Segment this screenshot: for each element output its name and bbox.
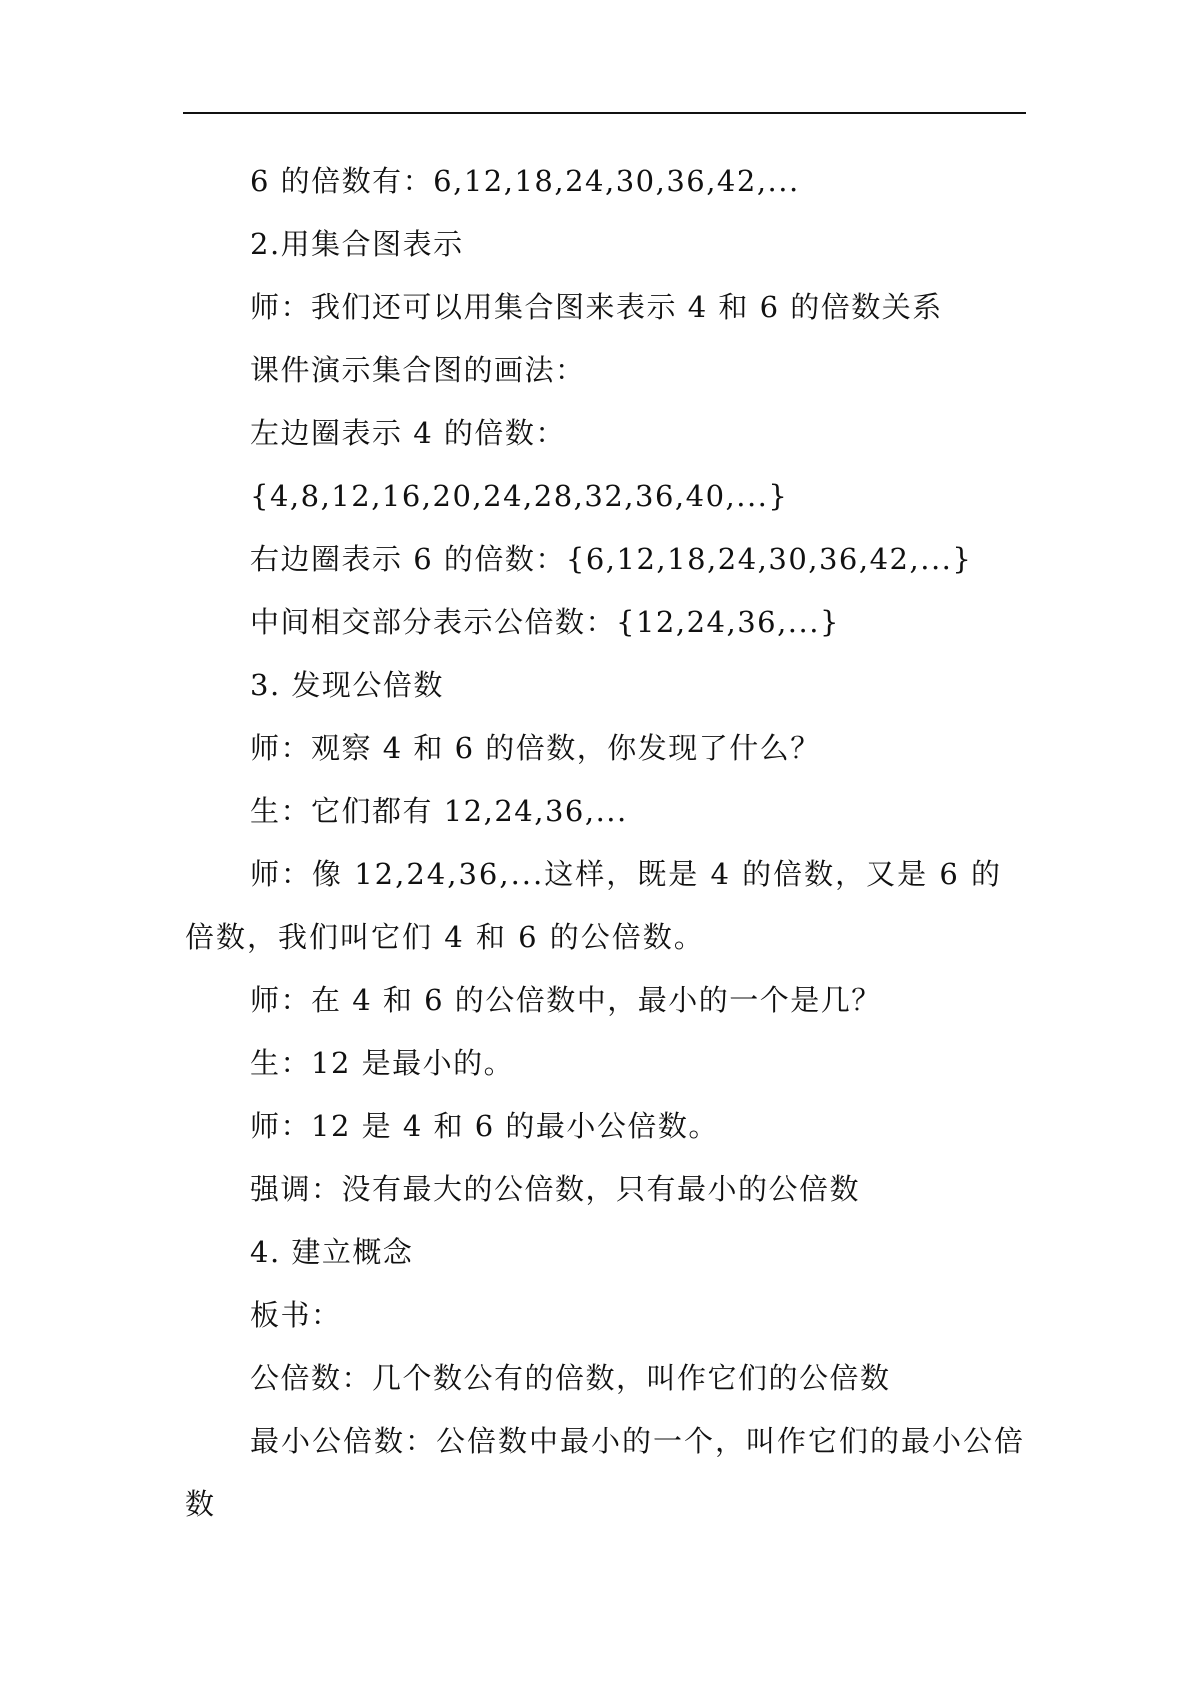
section-heading: 4. 建立概念: [250, 1235, 414, 1269]
paragraph: 最小公倍数：公倍数中最小的一个，叫作它们的最小公倍数: [185, 1424, 1026, 1521]
text-line: 生：12 是最小的。: [250, 1046, 515, 1080]
section-heading: 3. 发现公倍数: [250, 668, 444, 702]
text-line: 生：它们都有 12,24,36,...: [250, 794, 628, 828]
text-line: 6 的倍数有：6,12,18,24,30,36,42,...: [250, 164, 800, 198]
text-line: 左边圈表示 4 的倍数：: [250, 416, 566, 450]
text-line: 师：我们还可以用集合图来表示 4 和 6 的倍数关系: [250, 290, 943, 324]
text-line: 师：观察 4 和 6 的倍数，你发现了什么？: [250, 731, 821, 765]
paragraph: 师：像 12,24,36,...这样，既是 4 的倍数，又是 6 的倍数，我们叫它们 4 和 6 的公倍数。: [185, 857, 1003, 954]
text-line: 右边圈表示 6 的倍数：{6,12,18,24,30,36,42,...}: [250, 542, 973, 576]
text-line: 课件演示集合图的画法：: [250, 353, 586, 387]
document-body: [185, 150, 1027, 1536]
text-line: 板书：: [250, 1298, 342, 1332]
text-line: 中间相交部分表示公倍数：{12,24,36,...}: [250, 605, 840, 639]
text-line: 师：12 是 4 和 6 的最小公倍数。: [250, 1109, 719, 1143]
text-line: 强调：没有最大的公倍数，只有最小的公倍数: [250, 1172, 861, 1206]
section-heading: 2.用集合图表示: [250, 227, 464, 261]
header-rule: [183, 112, 1026, 114]
text-line: {4,8,12,16,20,24,28,32,36,40,...}: [250, 479, 789, 513]
text-line: 公倍数：几个数公有的倍数，叫作它们的公倍数: [250, 1361, 891, 1395]
text-line: 师：在 4 和 6 的公倍数中，最小的一个是几？: [250, 983, 882, 1017]
